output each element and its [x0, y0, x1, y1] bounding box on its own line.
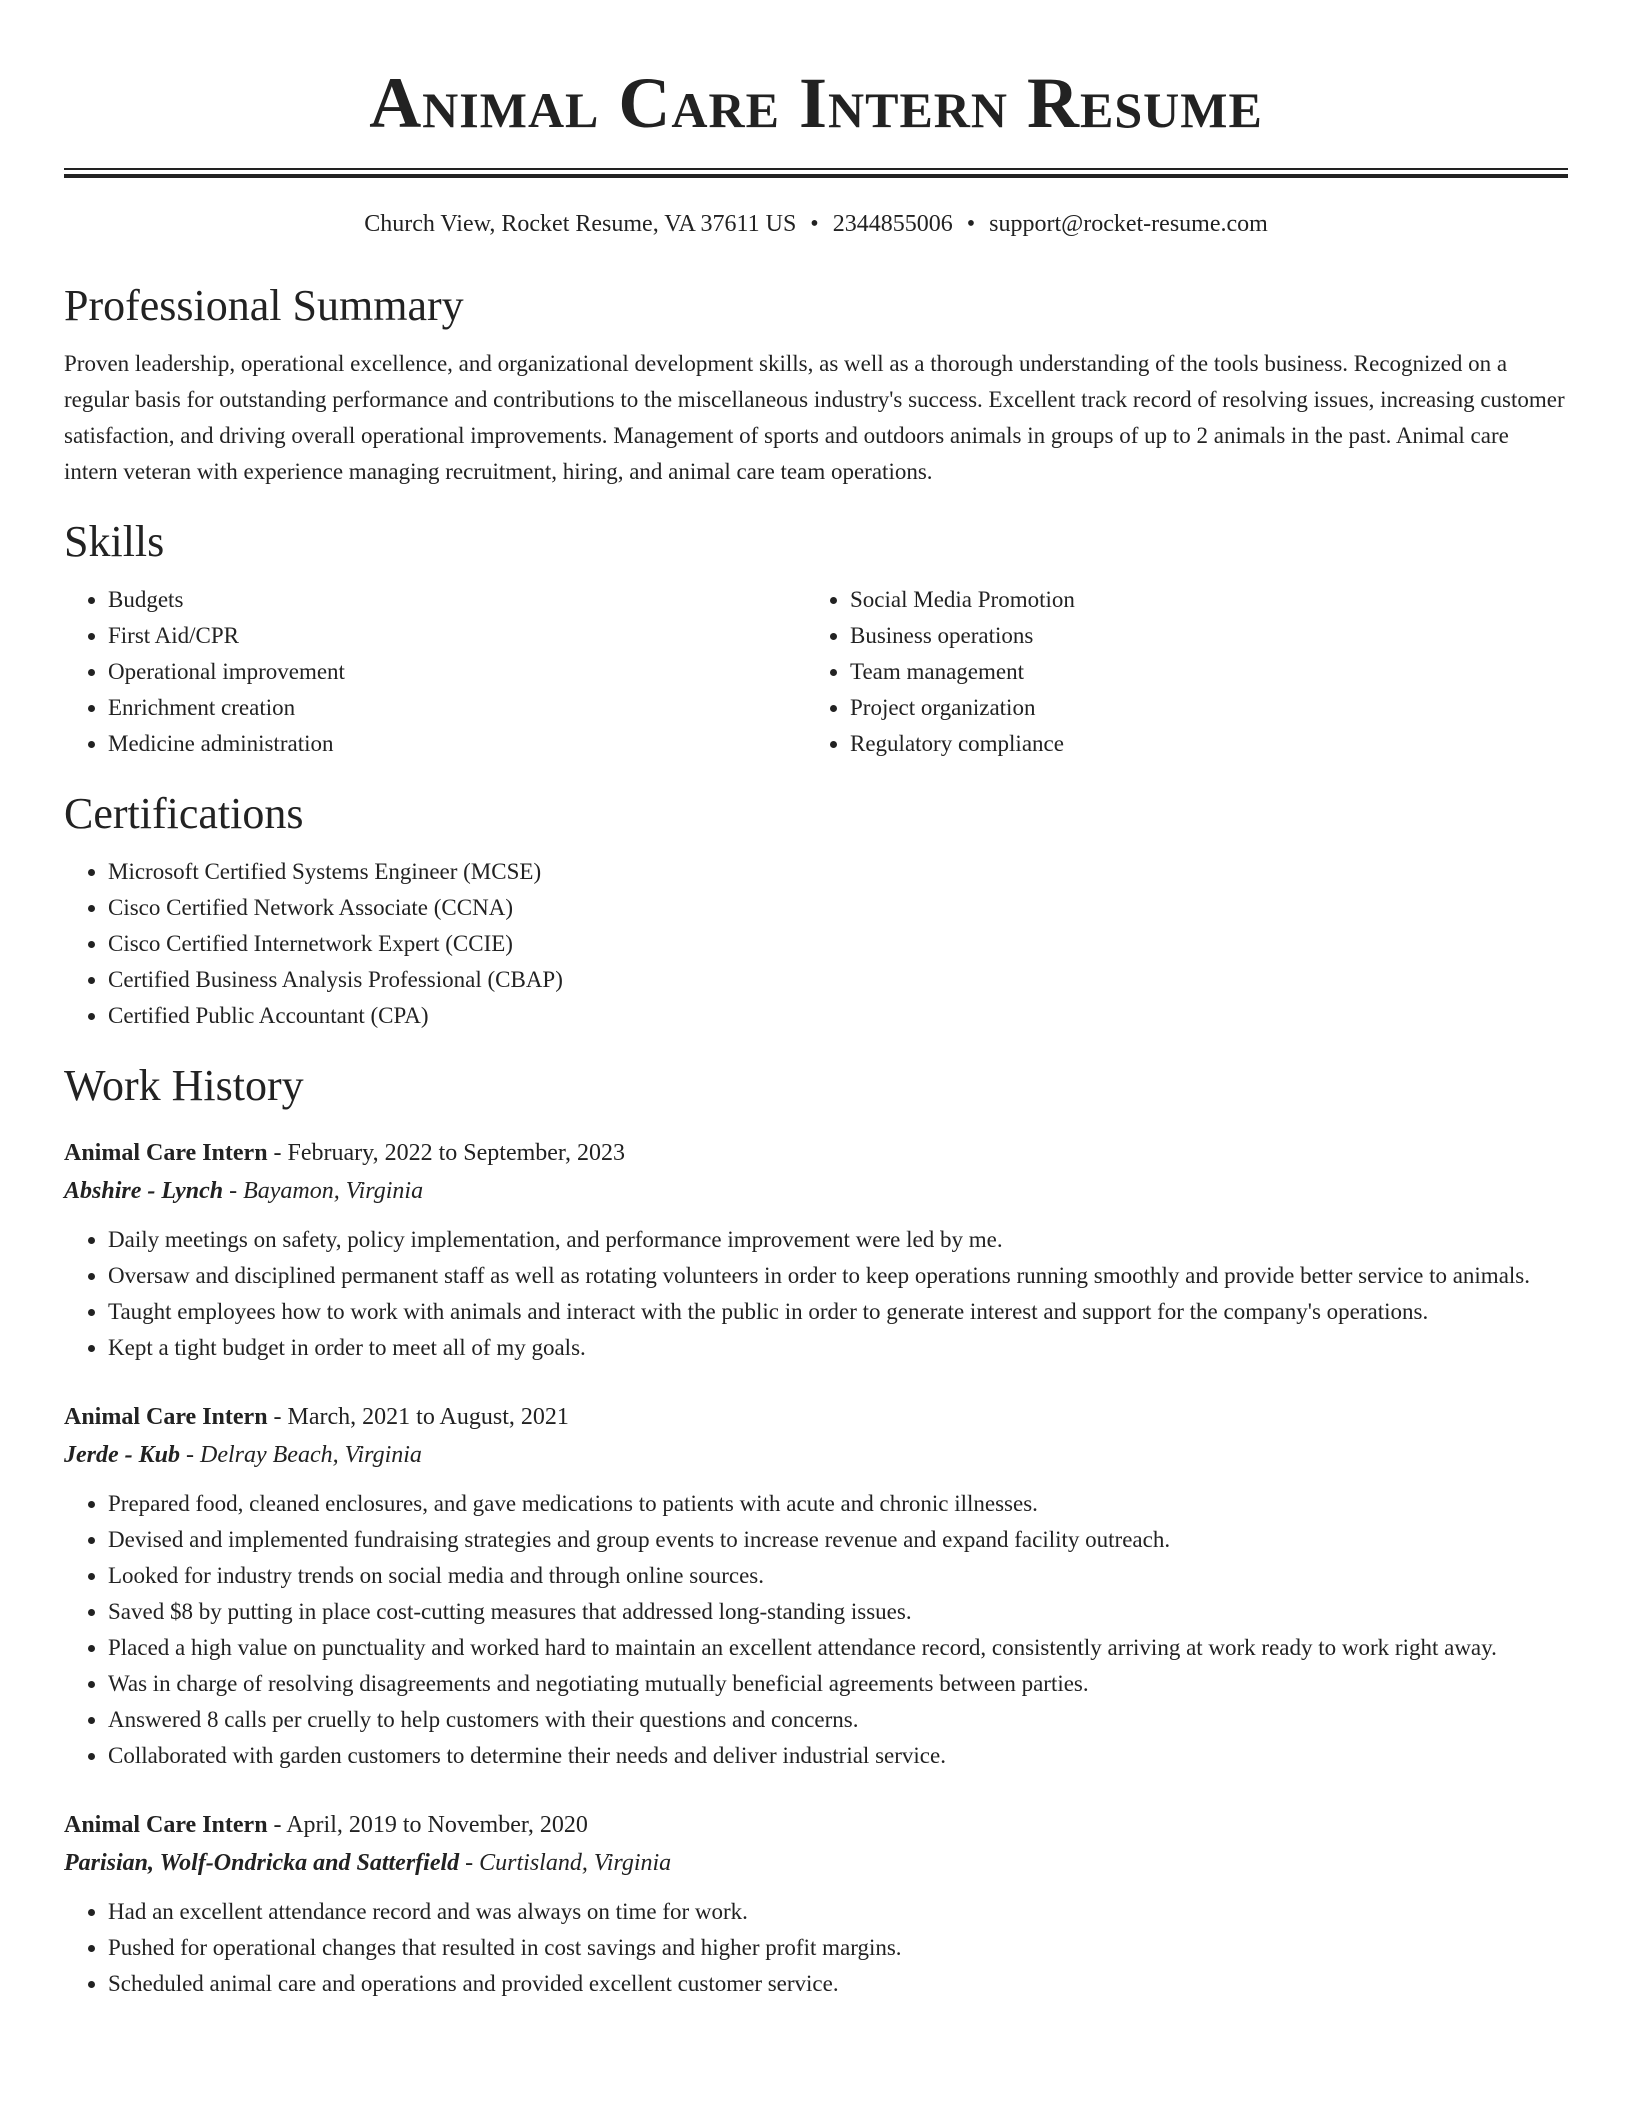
- skills-grid: [64, 582, 1568, 762]
- job-title-line: [64, 1806, 1568, 1844]
- skill-item: • Operational improvement: [108, 654, 806, 690]
- job-bullet: • Had an excellent attendance record and was always on time for work.: [108, 1894, 1568, 1930]
- skills-list-left: [64, 582, 806, 762]
- job-bullet: • Was in charge of resolving disagreements and negotiating mutually beneficial agreements between parties.: [108, 1666, 1568, 1702]
- certifications-list: [64, 854, 1568, 1034]
- job-bullets: [64, 1222, 1568, 1366]
- job-entry: [64, 1806, 1568, 2002]
- skills-list-right: [806, 582, 1548, 762]
- job-bullet: • Collaborated with garden customers to determine their needs and deliver industrial service.: [108, 1738, 1568, 1774]
- job-title-line: [64, 1398, 1568, 1436]
- job-bullet: • Looked for industry trends on social media and through online sources.: [108, 1558, 1568, 1594]
- skills-heading: Skills: [64, 517, 165, 566]
- job-dates: - April, 2019 to November, 2020: [267, 1812, 588, 1838]
- contact-phone: 2344855006: [832, 211, 953, 237]
- skills-column-right: [806, 582, 1548, 762]
- job-entry: [64, 1134, 1568, 1366]
- skill-item: • Medicine administration: [108, 726, 806, 762]
- work-history-heading: Work History: [64, 1061, 304, 1110]
- contact-separator: •: [810, 211, 819, 237]
- job-bullet: • Devised and implemented fundraising strategies and group events to increase revenue and expand facility outreach.: [108, 1522, 1568, 1558]
- job-company: Jerde - Kub: [64, 1442, 180, 1468]
- contact-line: [64, 208, 1568, 240]
- job-title: Animal Care Intern: [64, 1404, 268, 1430]
- job-bullet: • Kept a tight budget in order to meet all of my goals.: [108, 1330, 1568, 1366]
- job-title: Animal Care Intern: [64, 1812, 268, 1838]
- job-location: - Bayamon, Virginia: [223, 1178, 424, 1204]
- job-location: - Delray Beach, Virginia: [180, 1442, 422, 1468]
- job-company: Parisian, Wolf-Ondricka and Satterfield: [64, 1850, 460, 1876]
- job-bullet: • Taught employees how to work with animals and interact with the public in order to generate interest and support for the company's operations.: [108, 1294, 1568, 1330]
- job-bullet: • Saved $8 by putting in place cost-cutting measures that addressed long-standing issues.: [108, 1594, 1568, 1630]
- skill-item: • Business operations: [850, 618, 1548, 654]
- certification-item: • Microsoft Certified Systems Engineer (MCSE): [108, 854, 1568, 890]
- job-bullet: • Placed a high value on punctuality and worked hard to maintain an excellent attendance record, consistently arriving at work ready to work right away.: [108, 1630, 1568, 1666]
- resume-title: Animal Care Intern Resume: [369, 63, 1263, 143]
- job-dates: - March, 2021 to August, 2021: [267, 1404, 569, 1430]
- skill-item: • Project organization: [850, 690, 1548, 726]
- certification-item: • Cisco Certified Network Associate (CCNA): [108, 890, 1568, 926]
- certifications-heading: Certifications: [64, 789, 304, 838]
- skills-column-left: [64, 582, 806, 762]
- skill-item: • Social Media Promotion: [850, 582, 1548, 618]
- skill-item: • Enrichment creation: [108, 690, 806, 726]
- job-location: - Curtisland, Virginia: [459, 1850, 672, 1876]
- job-entry: [64, 1398, 1568, 1774]
- contact-email: support@rocket-resume.com: [989, 211, 1268, 237]
- job-company-line: [64, 1172, 1568, 1210]
- job-dates: - February, 2022 to September, 2023: [267, 1140, 625, 1166]
- contact-address: Church View, Rocket Resume, VA 37611 US: [364, 211, 797, 237]
- job-title-line: [64, 1134, 1568, 1172]
- job-bullets: [64, 1486, 1568, 1774]
- certification-item: • Certified Public Accountant (CPA): [108, 998, 1568, 1034]
- certification-item: • Cisco Certified Internetwork Expert (CCIE): [108, 926, 1568, 962]
- summary-text: Proven leadership, operational excellence, and organizational development skills, as well as a thorough understanding of the tools business. Recognized on a regular basis for outstanding performance and contributions to the miscellaneous industry's success. Excellent track record of resolving issues, increasing customer satisfaction, and driving overall operational improvements. Management of sports and outdoors animals in groups of up to 2 animals in the past. Animal care intern veteran with experience managing recruitment, hiring, and animal care team operations.: [64, 351, 1565, 484]
- job-bullet: • Prepared food, cleaned enclosures, and gave medications to patients with acute and chronic illnesses.: [108, 1486, 1568, 1522]
- job-bullets: [64, 1894, 1568, 2002]
- certification-item: • Certified Business Analysis Professional (CBAP): [108, 962, 1568, 998]
- job-company-line: [64, 1844, 1568, 1882]
- job-title: Animal Care Intern: [64, 1140, 268, 1166]
- job-bullet: • Scheduled animal care and operations and provided excellent customer service.: [108, 1966, 1568, 2002]
- skill-item: • Budgets: [108, 582, 806, 618]
- skill-item: • First Aid/CPR: [108, 618, 806, 654]
- title-divider: [64, 168, 1568, 178]
- job-bullet: • Oversaw and disciplined permanent staff as well as rotating volunteers in order to keep operations running smoothly and provide better service to animals.: [108, 1258, 1568, 1294]
- summary-heading: Professional Summary: [64, 281, 464, 330]
- job-bullet: • Daily meetings on safety, policy implementation, and performance improvement were led by me.: [108, 1222, 1568, 1258]
- skill-item: • Regulatory compliance: [850, 726, 1548, 762]
- job-bullet: • Pushed for operational changes that resulted in cost savings and higher profit margins.: [108, 1930, 1568, 1966]
- job-bullet: • Answered 8 calls per cruelly to help customers with their questions and concerns.: [108, 1702, 1568, 1738]
- job-company-line: [64, 1436, 1568, 1474]
- job-company: Abshire - Lynch: [64, 1178, 224, 1204]
- contact-separator: •: [966, 211, 976, 237]
- skill-item: • Team management: [850, 654, 1548, 690]
